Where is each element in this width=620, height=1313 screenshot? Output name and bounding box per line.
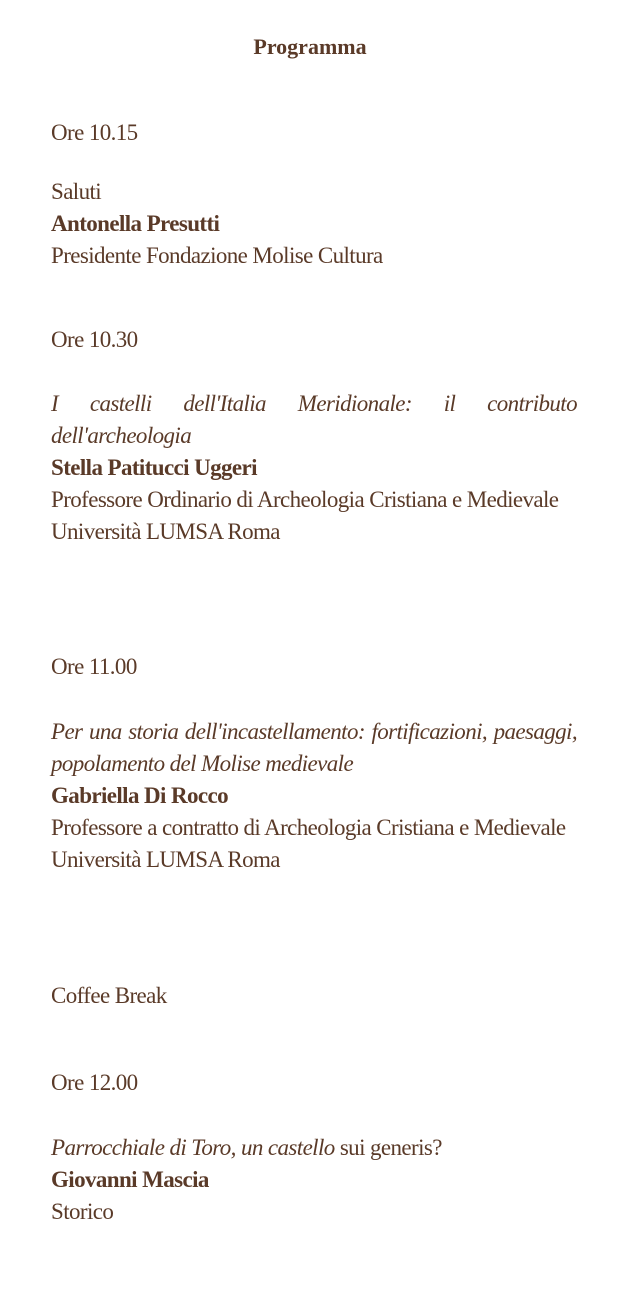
session-block [51, 1132, 577, 1228]
time-label: Ore 11.00 [51, 654, 137, 679]
speaker-name: Stella Patitucci Uggeri [51, 455, 257, 480]
session-time [51, 1067, 577, 1099]
talk-title-tail: sui generis? [339, 1135, 442, 1160]
speaker-affiliation: Università LUMSA Roma [51, 519, 280, 544]
session-intro: Saluti [51, 179, 102, 204]
speaker-affiliation: Università LUMSA Roma [51, 847, 280, 872]
session-time [51, 324, 577, 356]
break-block [51, 980, 577, 1012]
talk-title-italic: Parrocchiale di Toro, un castello [51, 1135, 335, 1160]
talk-title: I castelli dell'Italia Meridionale: il contributo dell'archeologia [51, 391, 577, 448]
time-label: Ore 10.15 [51, 120, 138, 145]
session-block [51, 176, 577, 272]
speaker-role: Professore a contratto di Archeologia Cristiana e Medievale [51, 815, 566, 840]
speaker-name: Giovanni Mascia [51, 1167, 209, 1192]
session-block [51, 388, 577, 548]
speaker-role: Professore Ordinario di Archeologia Cristiana e Medievale [51, 487, 559, 512]
page-title: Programma [253, 34, 367, 59]
talk-title [51, 1132, 577, 1164]
coffee-break-label: Coffee Break [51, 983, 167, 1008]
time-label: Ore 12.00 [51, 1070, 138, 1095]
speaker-name: Gabriella Di Rocco [51, 783, 228, 808]
speaker-role: Presidente Fondazione Molise Cultura [51, 243, 383, 268]
session-time [51, 651, 577, 683]
session-time [51, 117, 577, 149]
talk-title: Per una storia dell'incastellamento: fortificazioni, paesaggi, popolamento del Molise medievale [51, 719, 577, 776]
session-block [51, 716, 577, 876]
speaker-role: Storico [51, 1199, 114, 1224]
time-label: Ore 10.30 [51, 327, 138, 352]
speaker-name: Antonella Presutti [51, 211, 220, 236]
